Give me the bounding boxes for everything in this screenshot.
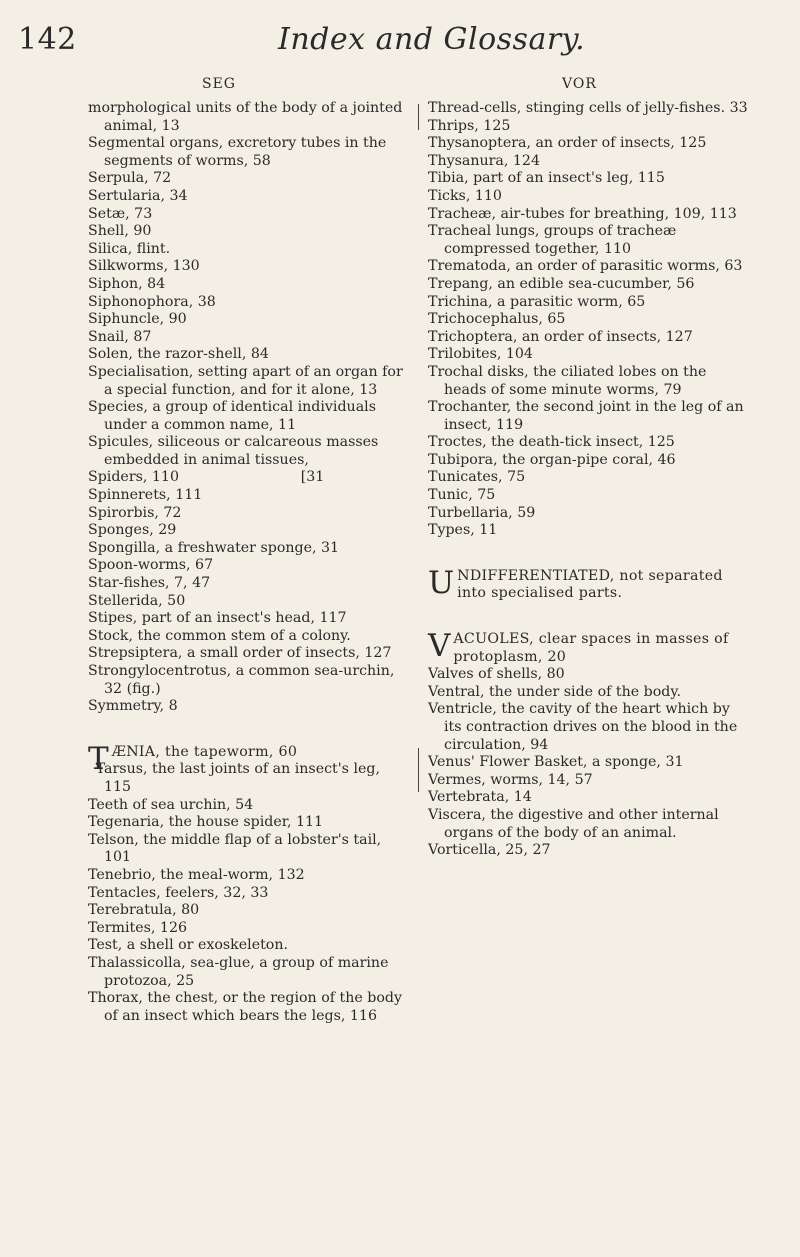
index-entry: Siphon, 84 <box>88 275 166 292</box>
index-column-left <box>88 100 410 1025</box>
index-entry: Species, a group of identical individuals under a common name, 11 <box>88 399 376 433</box>
index-entry: Termites, 126 <box>88 919 188 936</box>
index-entry: Terebratula, 80 <box>88 902 200 919</box>
index-entry: Thread-cells, stinging cells of jelly-fishes. 33 <box>428 100 748 116</box>
s-entries <box>88 100 410 716</box>
section-first-entry <box>88 740 410 777</box>
running-title: Index and Glossary. <box>278 22 586 57</box>
index-entry: Thysanoptera, an order of insects, 125 <box>428 135 707 152</box>
index-entry: Tenebrio, the meal-worm, 132 <box>88 866 305 883</box>
t-section-start <box>88 740 410 1026</box>
index-entry: Vertebrata, 14 <box>428 789 532 806</box>
entry-text: NDIFFERENTIATED, not separated into specialised parts. <box>457 567 723 602</box>
index-entry: Trochanter, the second joint in the leg of an insect, 119 <box>428 399 744 433</box>
index-entry: morphological units of the body of a jointed animal, 13 <box>88 100 403 134</box>
index-entry: Siphuncle, 90 <box>88 311 187 328</box>
column-divider <box>418 104 419 130</box>
index-entry: Setæ, 73 <box>88 205 153 222</box>
index-entry: Teeth of sea urchin, 54 <box>88 796 254 813</box>
index-entry: Spiders, 110 [31 <box>88 469 325 486</box>
index-entry: Siphonophora, 38 <box>88 293 216 310</box>
index-entry: Thorax, the chest, or the region of the body of an insect which bears the legs, 116 <box>88 990 402 1024</box>
index-entry: Trochal disks, the ciliated lobes on the heads of some minute worms, 79 <box>428 363 707 398</box>
index-entry: Vorticella, 25, 27 <box>428 842 551 859</box>
index-entry: Silica, flint. <box>88 240 171 257</box>
index-entry: Spicules, siliceous or calcareous masses embedded in animal tissues, <box>88 434 379 468</box>
index-entry: Star-fishes, 7, 47 <box>88 575 211 592</box>
t-entries-continued <box>428 100 750 540</box>
entry-text: ÆNIA, the tapeworm, 60 <box>111 743 298 760</box>
index-entry: Tracheal lungs, groups of tracheæ compressed together, 110 <box>428 223 677 257</box>
section-first-entry <box>428 628 750 666</box>
index-entry: Segmental organs, excretory tubes in the segments of worms, 58 <box>88 135 387 169</box>
index-entry: Venus' Flower Basket, a sponge, 31 <box>428 754 684 771</box>
index-entry: Ventral, the under side of the body. <box>428 683 681 700</box>
index-entry: Trichoptera, an order of insects, 127 <box>428 328 693 345</box>
index-entry: Tunic, 75 <box>428 487 496 504</box>
index-entry: Silkworms, 130 <box>88 258 200 275</box>
index-entry: Stock, the common stem of a colony. <box>88 627 351 644</box>
index-entry: Thrips, 125 <box>428 117 511 134</box>
dropcap-t: T <box>88 740 109 777</box>
index-entry: Tracheæ, air-tubes for breathing, 109, 113 <box>428 205 737 222</box>
index-entry: Turbellaria, 59 <box>428 504 536 521</box>
index-entry: Telson, the middle flap of a lobster's tail, 101 <box>88 831 382 866</box>
guide-word-left: SEG <box>202 76 236 92</box>
index-entry: Specialisation, setting apart of an organ for a special function, and for it alone, 13 <box>88 363 403 398</box>
index-entry: Tubipora, the organ-pipe coral, 46 <box>428 451 676 468</box>
index-entry: Tentacles, feelers, 32, 33 <box>88 884 269 901</box>
index-entry: Tunicates, 75 <box>428 469 526 486</box>
index-entry: Snail, 87 <box>88 328 152 345</box>
index-entry: Valves of shells, 80 <box>428 666 565 683</box>
index-entry: Test, a shell or exoskeleton. <box>88 937 288 954</box>
index-entry: Symmetry, 8 <box>88 698 178 715</box>
page-number: 142 <box>18 22 77 57</box>
index-entry: Viscera, the digestive and other internal organs of the body of an animal. <box>428 806 719 841</box>
dropcap-v: V <box>428 628 451 665</box>
guide-word-right: VOR <box>562 76 597 92</box>
index-entry: Shell, 90 <box>88 223 152 240</box>
index-entry: Types, 11 <box>428 522 498 539</box>
dropcap-u: U <box>428 564 455 601</box>
index-entry: Serpula, 72 <box>88 170 172 187</box>
index-entry: Thalassicolla, sea-glue, a group of marine protozoa, 25 <box>88 954 389 989</box>
index-entry: Strongylocentrotus, a common sea-urchin, 32 (fig.) <box>88 663 395 697</box>
index-entry: Sertularia, 34 <box>88 187 188 204</box>
index-entry: Stipes, part of an insect's head, 117 <box>88 610 347 627</box>
index-entry: Trichina, a parasitic worm, 65 <box>428 293 646 310</box>
v-section <box>428 628 750 860</box>
index-entry: Spoon-worms, 67 <box>88 557 214 574</box>
index-entry: Spongilla, a freshwater sponge, 31 <box>88 539 340 556</box>
index-entry: Thysanura, 124 <box>428 152 540 169</box>
index-entry: Tibia, part of an insect's leg, 115 <box>428 170 665 187</box>
index-entry: Stellerida, 50 <box>88 592 186 609</box>
index-entry: Spirorbis, 72 <box>88 504 182 521</box>
u-section <box>428 564 750 603</box>
index-entry: Trepang, an edible sea-cucumber, 56 <box>428 275 695 292</box>
index-entry: Tarsus, the last joints of an insect's leg, 115 <box>95 761 380 795</box>
index-entry: Sponges, 29 <box>88 522 177 539</box>
section-first-entry <box>428 564 750 603</box>
index-entry: Spinnerets, 111 <box>88 487 203 504</box>
index-entry: Troctes, the death-tick insect, 125 <box>428 434 675 451</box>
index-entry: Ticks, 110 <box>428 187 502 204</box>
index-entry: Tegenaria, the house spider, 111 <box>88 814 324 831</box>
index-entry: Vermes, worms, 14, 57 <box>428 771 593 788</box>
index-entry: Trilobites, 104 <box>428 346 533 363</box>
index-entry: Ventricle, the cavity of the heart which by its contraction drives on the blood in the circulation, 94 <box>428 701 738 753</box>
index-entry: Trematoda, an order of parasitic worms, 63 <box>428 258 743 275</box>
column-divider <box>418 748 419 792</box>
index-column-right <box>428 100 750 860</box>
index-entry: Strepsiptera, a small order of insects, 127 <box>88 645 392 662</box>
index-entry: Solen, the razor-shell, 84 <box>88 346 269 363</box>
entry-text: ACUOLES, clear spaces in masses of protoplasm, 20 <box>453 631 729 665</box>
index-entry: Trichocephalus, 65 <box>428 311 566 328</box>
